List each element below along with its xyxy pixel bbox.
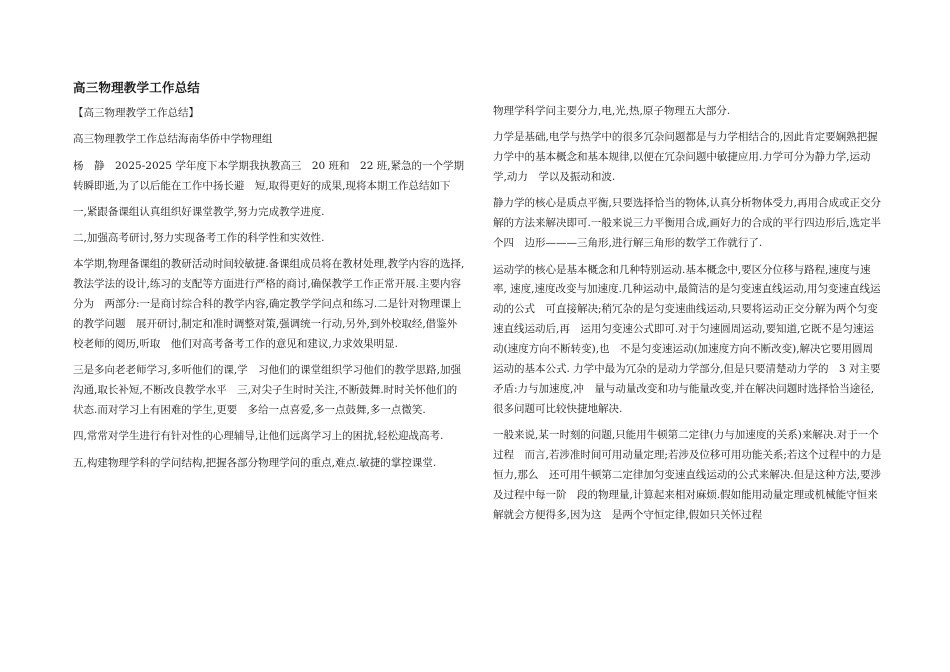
paragraph: 物理学科学问主要分力,电,光,热,原子物理五大部分. — [493, 105, 731, 117]
paragraph: 杨 静 2025-2025 学年度下本学期我执教高三 20 班和 22 班,紧急的一个学期转瞬即逝,为了以后能在工作中扬长避 短,取得更好的成果,现将本期工作总结如下 — [73, 159, 465, 192]
document-title: 高三物理教学工作总结 — [73, 80, 201, 95]
paragraph: 三是多向老老师学习,多听他们的课,学 习他们的课堂组织学习他们的教学思路,加强沟通,取长补短,不断改良教学水平 三,对尖子生时时关注,不断鼓舞.时时关怀他们的状态.而对学习上有困难的学生,更要 多给一点喜爱,多一点鼓舞,多一点微笑. — [73, 364, 462, 417]
right-column — [493, 102, 892, 526]
paragraph: 本学期,物理备课组的教研活动时间较敏捷.备课组成员将在教材处理,教学内容的选择, 教法学法的设计,练习的支配等方面进行严格的商讨,确保教学工作正常开展.主要内容分为 两部分:一是商讨综合科的教学内容,确定教学学问点和练习.二是针对物理课上的教学问题 展开研讨,制定和准时调整对策,强调统一行动,另外,到外校取经,借鉴外校老师的阅历,听取 他们对高考备考工作的意见和建议,力求效果明显. — [73, 258, 465, 351]
paragraph: 【高三物理教学工作总结】 — [73, 107, 199, 119]
left-column — [73, 104, 465, 474]
paragraph: 二,加强高考研讨,努力实现备考工作的科学性和实效性. — [73, 232, 325, 245]
paragraph: 一,紧跟备课组认真组织好课堂教学,努力完成教学进度. — [73, 205, 325, 218]
paragraph: 四,常常对学生进行有针对性的心理辅导,让他们远离学习上的困扰,轻松迎战高考. — [73, 430, 444, 443]
paragraph: 一般来说,某一时刻的问题,只能用牛顿第二定律(力与加速度的关系)来解决.对于一个过程 而言,若涉准时间可用动量定理;若涉及位移可用功能关系;若这个过程中的力是恒力,那么 还可用牛顿第二定律加匀变速直线运动的公式来解决.但是这种方法,要涉及过程中每一阶 段的物理量,计算起来相对麻烦.假如能用动量定理或机械能守恒来解就会方便得多,因为这 是两个守恒定律,假如只关怀过程 — [493, 429, 882, 521]
paragraph: 五,构建物理学科的学问结构,把握各部分物理学问的重点,难点.敏捷的掌控课堂. — [73, 456, 437, 469]
paragraph: 静力学的核心是质点平衡,只要选择恰当的物体,认真分析物体受力,再用合成或正交分 解的方法来解决即可.一般来说三力平衡用合成,画好力的合成的平行四边形后,选定半个四 边形———三角形,进行解三角形的数学工作就行了. — [493, 197, 892, 250]
paragraph: 高三物理教学工作总结海南华侨中学物理组 — [73, 133, 273, 146]
paragraph: 力学是基础,电学与热学中的很多冗杂问题都是与力学相结合的,因此肯定要娴熟把握 力学中的基本概念和基本规律,以便在冗杂问题中敏捷应用.力学可分为静力学,运动学,动力 学以及振动和波. — [493, 131, 889, 184]
paragraph: 运动学的核心是基本概念和几种特别运动.基本概念中,要区分位移与路程,速度与速率, 速度,速度改变与加速度.几种运动中,最简洁的是匀变速直线运动,用匀变速直线运动的公式 可直接解决;稍冗杂的是匀变速曲线运动,只要将运动正交分解为两个匀变速直线运动后,再 运用匀变速公式即可.对于匀速圆周运动,要知道,它既不是匀速运动(速度方向不断转变),也 不是匀变速运动(加速度方向不断改变),解决它要用圆周运动的基本公式. 力学中最为冗杂的是动力学部分,但是只要清楚动力学的 3 对主要矛盾:力与加速度,冲 量与动量改变和功与能量改变,并在解决问题时选择恰当途径,很多问题可比较快捷地解决. — [493, 263, 881, 415]
